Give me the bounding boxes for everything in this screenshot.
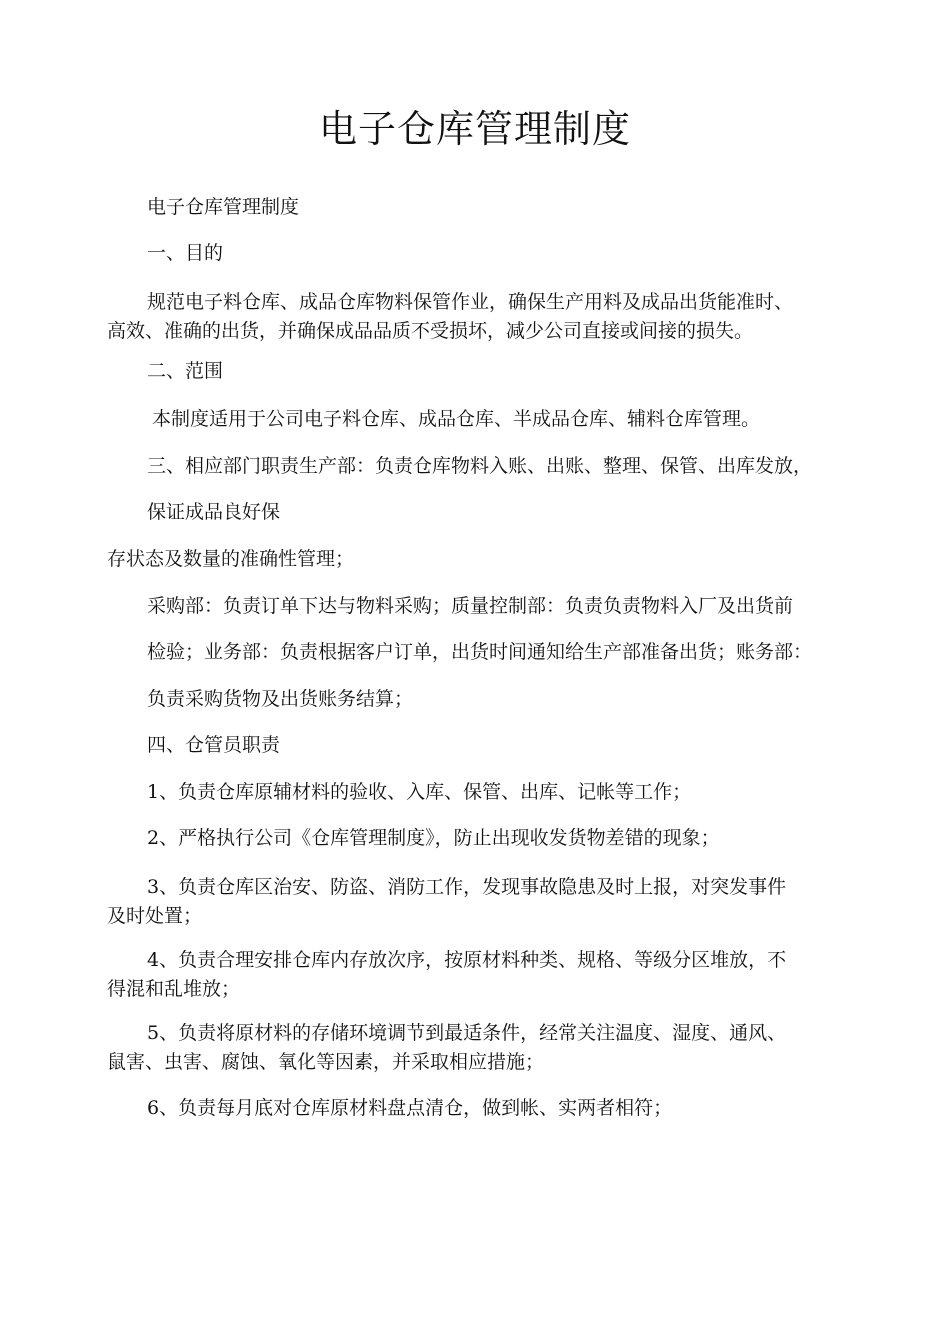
section-heading-responsibilities: 三、相应部门职责生产部：负责仓库物料入账、出账、整理、保管、出库发放， (147, 455, 813, 477)
paragraph-responsibilities-line-2: 保证成品良好保 (147, 501, 281, 523)
paragraph-purpose-line-2: 高效、准确的出货，并确保成品品质不受损坏，减少公司直接或间接的损失。 (107, 320, 754, 342)
section-heading-keeper-duties: 四、仓管员职责 (147, 734, 281, 756)
paragraph-accounting: 负责采购货物及出货账务结算； (147, 688, 414, 710)
section-heading-purpose: 一、目的 (147, 242, 224, 264)
duty-item-1: 1、负责仓库原辅材料的验收、入库、保管、出库、记帐等工作； (147, 781, 692, 803)
duty-item-3-line-1: 3、负责仓库区治安、防盗、消防工作，发现事故隐患及时上报，对突发事件 (147, 876, 787, 898)
paragraph-responsibilities-line-3: 存状态及数量的准确性管理； (107, 548, 355, 570)
duty-item-5-line-2: 鼠害、虫害、腐蚀、氧化等因素，并采取相应措施； (107, 1051, 545, 1073)
paragraph-purpose-line-1: 规范电子料仓库、成品仓库物料保管作业，确保生产用料及成品出货能准时、 (147, 291, 794, 313)
document-title: 电子仓库管理制度 (318, 107, 631, 151)
duty-item-6: 6、负责每月底对仓库原材料盘点清仓，做到帐、实两者相符； (147, 1097, 673, 1119)
paragraph-purchasing: 采购部：负责订单下达与物料采购；质量控制部：负责负责物料入厂及出货前 (147, 595, 794, 617)
paragraph-inspection: 检验；业务部：负责根据客户订单，出货时间通知给生产部准备出货；账务部： (147, 641, 813, 663)
duty-item-4-line-1: 4、负责合理安排仓库内存放次序，按原材料种类、规格、等级分区堆放，不 (147, 949, 787, 971)
duty-item-5-line-1: 5、负责将原材料的存储环境调节到最适条件，经常关注温度、湿度、通风、 (147, 1022, 787, 1044)
section-heading-scope: 二、范围 (147, 360, 224, 382)
duty-item-3-line-2: 及时处置； (107, 905, 203, 927)
paragraph-scope: 本制度适用于公司电子料仓库、成品仓库、半成品仓库、辅料仓库管理。 (152, 408, 761, 430)
paragraph-subtitle: 电子仓库管理制度 (147, 196, 300, 218)
duty-item-4-line-2: 得混和乱堆放； (107, 978, 241, 1000)
duty-item-2: 2、严格执行公司《仓库管理制度》，防止出现收发货物差错的现象； (147, 827, 720, 849)
